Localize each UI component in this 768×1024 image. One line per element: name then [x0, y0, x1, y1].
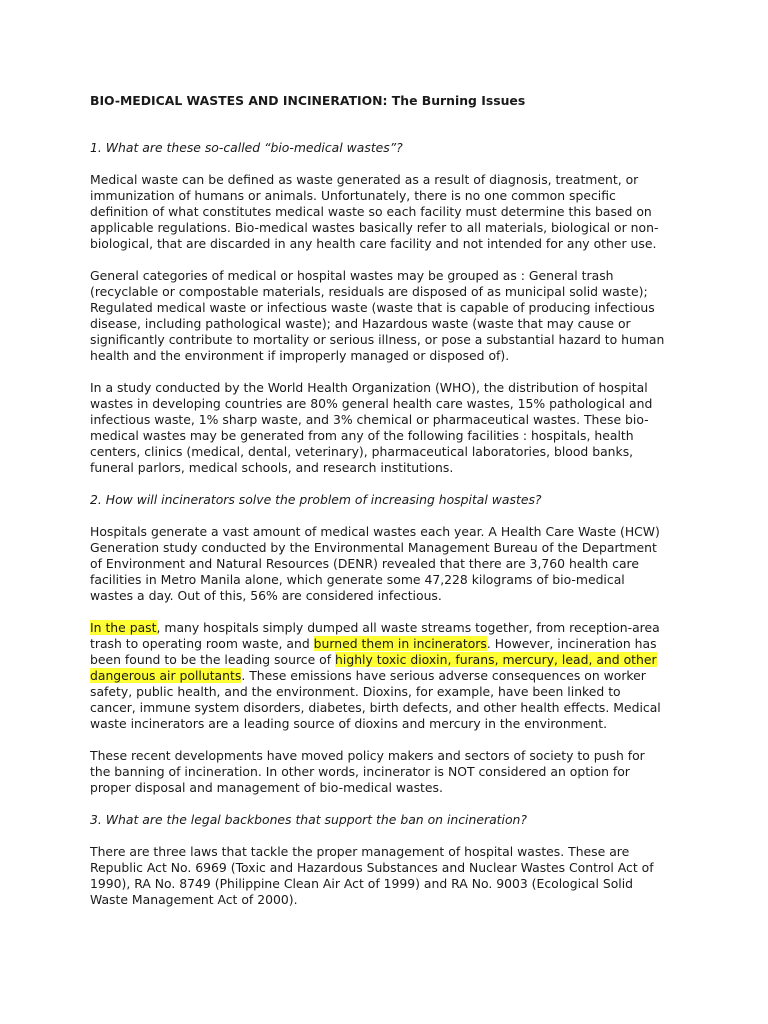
- text-line: immunization of humans or animals. Unfortunately, there is no one common specific: [90, 188, 616, 203]
- question-1: 1. What are these so-called “bio-medical wastes”?: [90, 140, 403, 155]
- text-line: definition of what constitutes medical waste so each facility must determine this based on: [90, 204, 652, 219]
- text-line: In a study conducted by the World Health Organization (WHO), the distribution of hospital: [90, 380, 648, 395]
- text-line: [90, 668, 680, 684]
- text-line: infectious waste, 1% sharp waste, and 3% chemical or pharmaceutical wastes. These bio-: [90, 412, 649, 427]
- highlighted-text: dangerous air pollutants: [90, 668, 242, 683]
- text-run: trash to operating room waste, and: [90, 636, 314, 651]
- highlighted-text: burned them in incinerators: [313, 636, 487, 651]
- text-line: significantly contribute to mortality or serious illness, or pose a substantial hazard to human: [90, 332, 665, 347]
- text-line: cancer, immune system disorders, diabetes, birth defects, and other health effects. Medical: [90, 700, 661, 715]
- text-line: [90, 636, 680, 652]
- paragraph-3: [90, 380, 680, 476]
- text-line: health and the environment if improperly managed or disposed of).: [90, 348, 510, 363]
- text-line: Generation study conducted by the Environmental Management Bureau of the Department: [90, 540, 657, 555]
- text-line: [90, 620, 680, 636]
- paragraph-1: [90, 172, 680, 252]
- text-line: of Environment and Natural Resources (DENR) revealed that there are 3,760 health care: [90, 556, 639, 571]
- text-line: proper disposal and management of bio-medical wastes.: [90, 780, 443, 795]
- text-line: the banning of incineration. In other words, incinerator is NOT considered an option for: [90, 764, 630, 779]
- text-line: Republic Act No. 6969 (Toxic and Hazardous Substances and Nuclear Wastes Control Act of: [90, 860, 654, 875]
- highlighted-text: In the past: [90, 620, 157, 635]
- text-line: Medical waste can be defined as waste generated as a result of diagnosis, treatment, or: [90, 172, 639, 187]
- paragraph-2: [90, 268, 680, 364]
- paragraph-7: [90, 844, 680, 908]
- text-line: safety, public health, and the environment. Dioxins, for example, have been linked to: [90, 684, 621, 699]
- question-2: 2. How will incinerators solve the problem of increasing hospital wastes?: [90, 492, 542, 507]
- text-line: applicable regulations. Bio-medical wastes basically refer to all materials, biological or non-: [90, 220, 659, 235]
- document-title: BIO-MEDICAL WASTES AND INCINERATION: The Burning Issues: [90, 93, 526, 108]
- text-line: medical wastes may be generated from any of the following facilities : hospitals, health: [90, 428, 634, 443]
- text-line: [90, 652, 680, 668]
- text-run: . These emissions have serious adverse consequences on worker: [241, 668, 646, 683]
- text-line: waste incinerators are a leading source of dioxins and mercury in the environment.: [90, 716, 608, 731]
- question-3: 3. What are the legal backbones that support the ban on incineration?: [90, 812, 527, 827]
- text-line: biological, that are discarded in any health care facility and not intended for any other use.: [90, 236, 657, 251]
- text-line: wastes a day. Out of this, 56% are considered infectious.: [90, 588, 442, 603]
- text-line: Waste Management Act of 2000).: [90, 892, 298, 907]
- text-run: been found to be the leading source of: [90, 652, 336, 667]
- text-line: Regulated medical waste or infectious waste (waste that is capable of producing infectious: [90, 300, 655, 315]
- text-line: disease, including pathological waste); and Hazardous waste (waste that may cause or: [90, 316, 631, 331]
- text-run: , many hospitals simply dumped all waste streams together, from reception-area: [156, 620, 660, 635]
- text-line: 1990), RA No. 8749 (Philippine Clean Air Act of 1999) and RA No. 9003 (Ecological Solid: [90, 876, 634, 891]
- text-line: centers, clinics (medical, dental, veterinary), pharmaceutical laboratories, blood banks,: [90, 444, 634, 459]
- text-line: wastes in developing countries are 80% general health care wastes, 15% pathological and: [90, 396, 653, 411]
- text-line: Hospitals generate a vast amount of medical wastes each year. A Health Care Waste (HCW): [90, 524, 660, 539]
- text-line: funeral parlors, medical schools, and research institutions.: [90, 460, 454, 475]
- text-line: There are three laws that tackle the proper management of hospital wastes. These are: [90, 844, 630, 859]
- document-page: [90, 93, 680, 924]
- paragraph-4: [90, 524, 680, 604]
- paragraph-6: [90, 748, 680, 796]
- highlighted-text: highly toxic dioxin, furans, mercury, lead, and other: [335, 652, 657, 667]
- text-line: These recent developments have moved policy makers and sectors of society to push for: [90, 748, 645, 763]
- text-line: General categories of medical or hospital wastes may be grouped as : General trash: [90, 268, 614, 283]
- text-run: . However, incineration has: [486, 636, 657, 651]
- text-line: facilities in Metro Manila alone, which generate some 47,228 kilograms of bio-medical: [90, 572, 625, 587]
- text-line: (recyclable or compostable materials, residuals are disposed of as municipal solid waste);: [90, 284, 648, 299]
- paragraph-5: [90, 620, 680, 732]
